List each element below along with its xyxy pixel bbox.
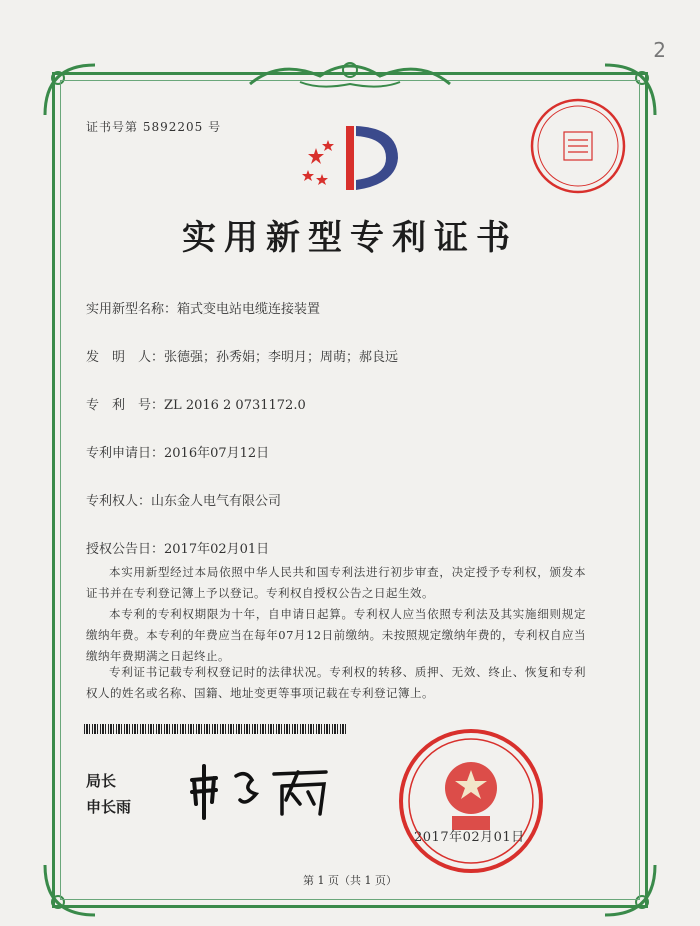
field-application-date xyxy=(86,442,269,461)
body-paragraph: 本专利的专利权期限为十年，自申请日起算。专利权人应当依照专利法及其实施细则规定缴纳年费。本专利的年费应当在每年07月12日前缴纳。未按照规定缴纳年费的，专利权自应当缴纳年费期满之日起终止。 xyxy=(86,607,586,663)
field-value: 2016年07月12日 xyxy=(164,446,270,461)
field-label: 发 明 人： xyxy=(86,350,165,365)
director-title: 局长 xyxy=(86,772,117,790)
field-label: 专利权人： xyxy=(86,494,152,509)
field-patent-number xyxy=(86,394,306,413)
body-paragraph: 专利证书记载专利权登记时的法律状况。专利权的转移、质押、无效、终止、恢复和专利权人的姓名或名称、国籍、地址变更等事项记载在专利登记簿上。 xyxy=(86,665,586,700)
body-paragraph: 本实用新型经过本局依照中华人民共和国专利法进行初步审查，决定授予专利权，颁发本证书并在专利登记簿上予以登记。专利权自授权公告之日起生效。 xyxy=(86,565,586,600)
field-label: 专 利 号： xyxy=(86,398,165,413)
field-grant-date xyxy=(86,538,269,557)
page-mark: 2 xyxy=(653,38,666,62)
field-value: 山东金人电气有限公司 xyxy=(151,494,282,509)
director-name: 申长雨 xyxy=(86,798,132,816)
field-value: ZL 2016 2 0731172.0 xyxy=(164,398,306,413)
field-inventors xyxy=(86,346,398,365)
seal-date: 2017年02月01日 xyxy=(414,830,525,845)
field-label: 授权公告日： xyxy=(86,542,165,557)
top-ornament-icon xyxy=(240,54,460,94)
certificate-title: 实用新型专利证书 xyxy=(182,218,518,258)
barcode xyxy=(84,724,346,734)
director-signature xyxy=(186,760,336,820)
field-label: 实用新型名称： xyxy=(86,302,178,317)
field-value: 箱式变电站电缆连接装置 xyxy=(177,302,321,317)
field-patentee xyxy=(86,490,281,509)
field-value: 2017年02月01日 xyxy=(164,542,270,557)
page-footer: 第 1 页（共 1 页） xyxy=(303,874,397,887)
certificate-number-label: 证书号第 xyxy=(86,120,139,134)
field-value: 张德强；孙秀娟；李明月；周萌；郝良远 xyxy=(164,350,399,365)
field-label: 专利申请日： xyxy=(86,446,165,461)
certificate-number xyxy=(86,118,221,135)
field-utility-model-name xyxy=(86,298,320,317)
official-seal-small-icon xyxy=(528,96,628,196)
patent-office-logo-icon xyxy=(298,118,410,198)
official-seal-large-icon xyxy=(396,726,546,876)
certificate-number-suffix: 号 xyxy=(208,120,222,134)
certificate-number-value: 5892205 xyxy=(142,120,204,134)
